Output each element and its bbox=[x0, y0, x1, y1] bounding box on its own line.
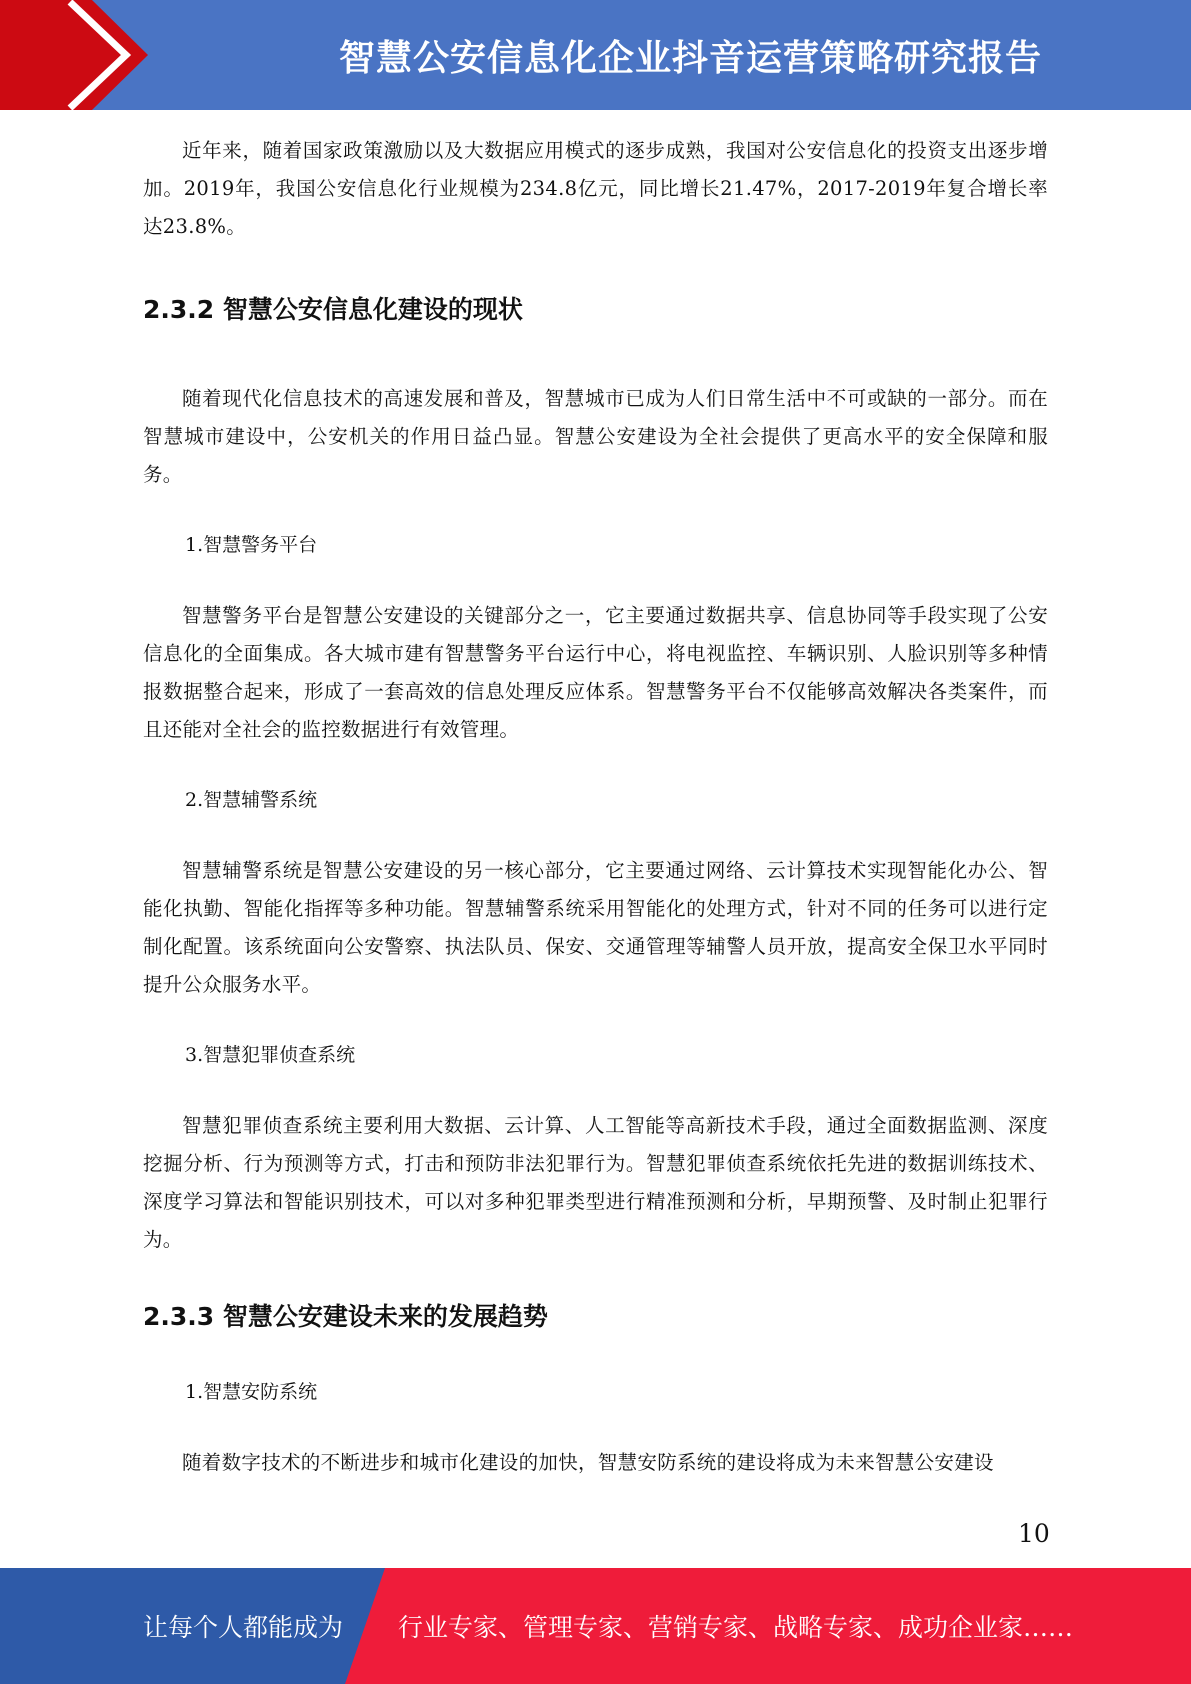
document-body bbox=[143, 132, 1048, 1482]
section-heading-2-3-3: 2.3.3 智慧公安建设未来的发展趋势 bbox=[143, 1302, 548, 1331]
paragraph-status: 随着现代化信息技术的高速发展和普及，智慧城市已成为人们日常生活中不可或缺的一部分。而在智慧城市建设中，公安机关的作用日益凸显。智慧公安建设为全社会提供了更高水平的安全保障和服务。 bbox=[143, 387, 1048, 486]
paragraph-investment: 近年来，随着国家政策激励以及大数据应用模式的逐步成熟，我国对公安信息化的投资支出逐步增加。2019年，我国公安信息化行业规模为234.8亿元，同比增长21.47%，2017-2019年复合增长率达23.8%。 bbox=[143, 139, 1048, 238]
subheading-crime-investigation: 3.智慧犯罪侦查系统 bbox=[185, 1044, 356, 1066]
footer-slogan-right: 行业专家、管理专家、营销专家、战略专家、成功企业家…… bbox=[398, 1613, 1074, 1642]
section-heading-2-3-2: 2.3.2 智慧公安信息化建设的现状 bbox=[143, 295, 523, 324]
paragraph-auxiliary-police: 智慧辅警系统是智慧公安建设的另一核心部分，它主要通过网络、云计算技术实现智能化办公、智能化执勤、智能化指挥等多种功能。智慧辅警系统采用智能化的处理方式，针对不同的任务可以进行定制化配置。该系统面向公安警察、执法队员、保安、交通管理等辅警人员开放，提高安全保卫水平同时提升公众服务水平。 bbox=[143, 859, 1048, 996]
paragraph-smart-security: 随着数字技术的不断进步和城市化建设的加快，智慧安防系统的建设将成为未来智慧公安建设 bbox=[182, 1451, 994, 1474]
page-header bbox=[0, 0, 1191, 110]
subheading-smart-police-platform: 1.智慧警务平台 bbox=[185, 534, 318, 556]
paragraph-police-platform: 智慧警务平台是智慧公安建设的关键部分之一，它主要通过数据共享、信息协同等手段实现了公安信息化的全面集成。各大城市建有智慧警务平台运行中心，将电视监控、车辆识别、人脸识别等多种情报数据整合起来，形成了一套高效的信息处理反应体系。智慧警务平台不仅能够高效解决各类案件，而且还能对全社会的监控数据进行有效管理。 bbox=[143, 604, 1048, 741]
subheading-auxiliary-police: 2.智慧辅警系统 bbox=[185, 789, 318, 811]
page-number: 10 bbox=[1018, 1519, 1050, 1548]
header-arrow-decoration bbox=[0, 0, 150, 110]
page-footer bbox=[0, 1568, 1191, 1684]
report-title: 智慧公安信息化企业抖音运营策略研究报告 bbox=[338, 37, 1042, 79]
subheading-smart-security: 1.智慧安防系统 bbox=[185, 1381, 318, 1403]
paragraph-crime-investigation: 智慧犯罪侦查系统主要利用大数据、云计算、人工智能等高新技术手段，通过全面数据监测、深度挖掘分析、行为预测等方式，打击和预防非法犯罪行为。智慧犯罪侦查系统依托先进的数据训练技术、深度学习算法和智能识别技术，可以对多种犯罪类型进行精准预测和分析，早期预警、及时制止犯罪行为。 bbox=[143, 1114, 1048, 1251]
footer-slogan-left: 让每个人都能成为 bbox=[143, 1613, 344, 1642]
